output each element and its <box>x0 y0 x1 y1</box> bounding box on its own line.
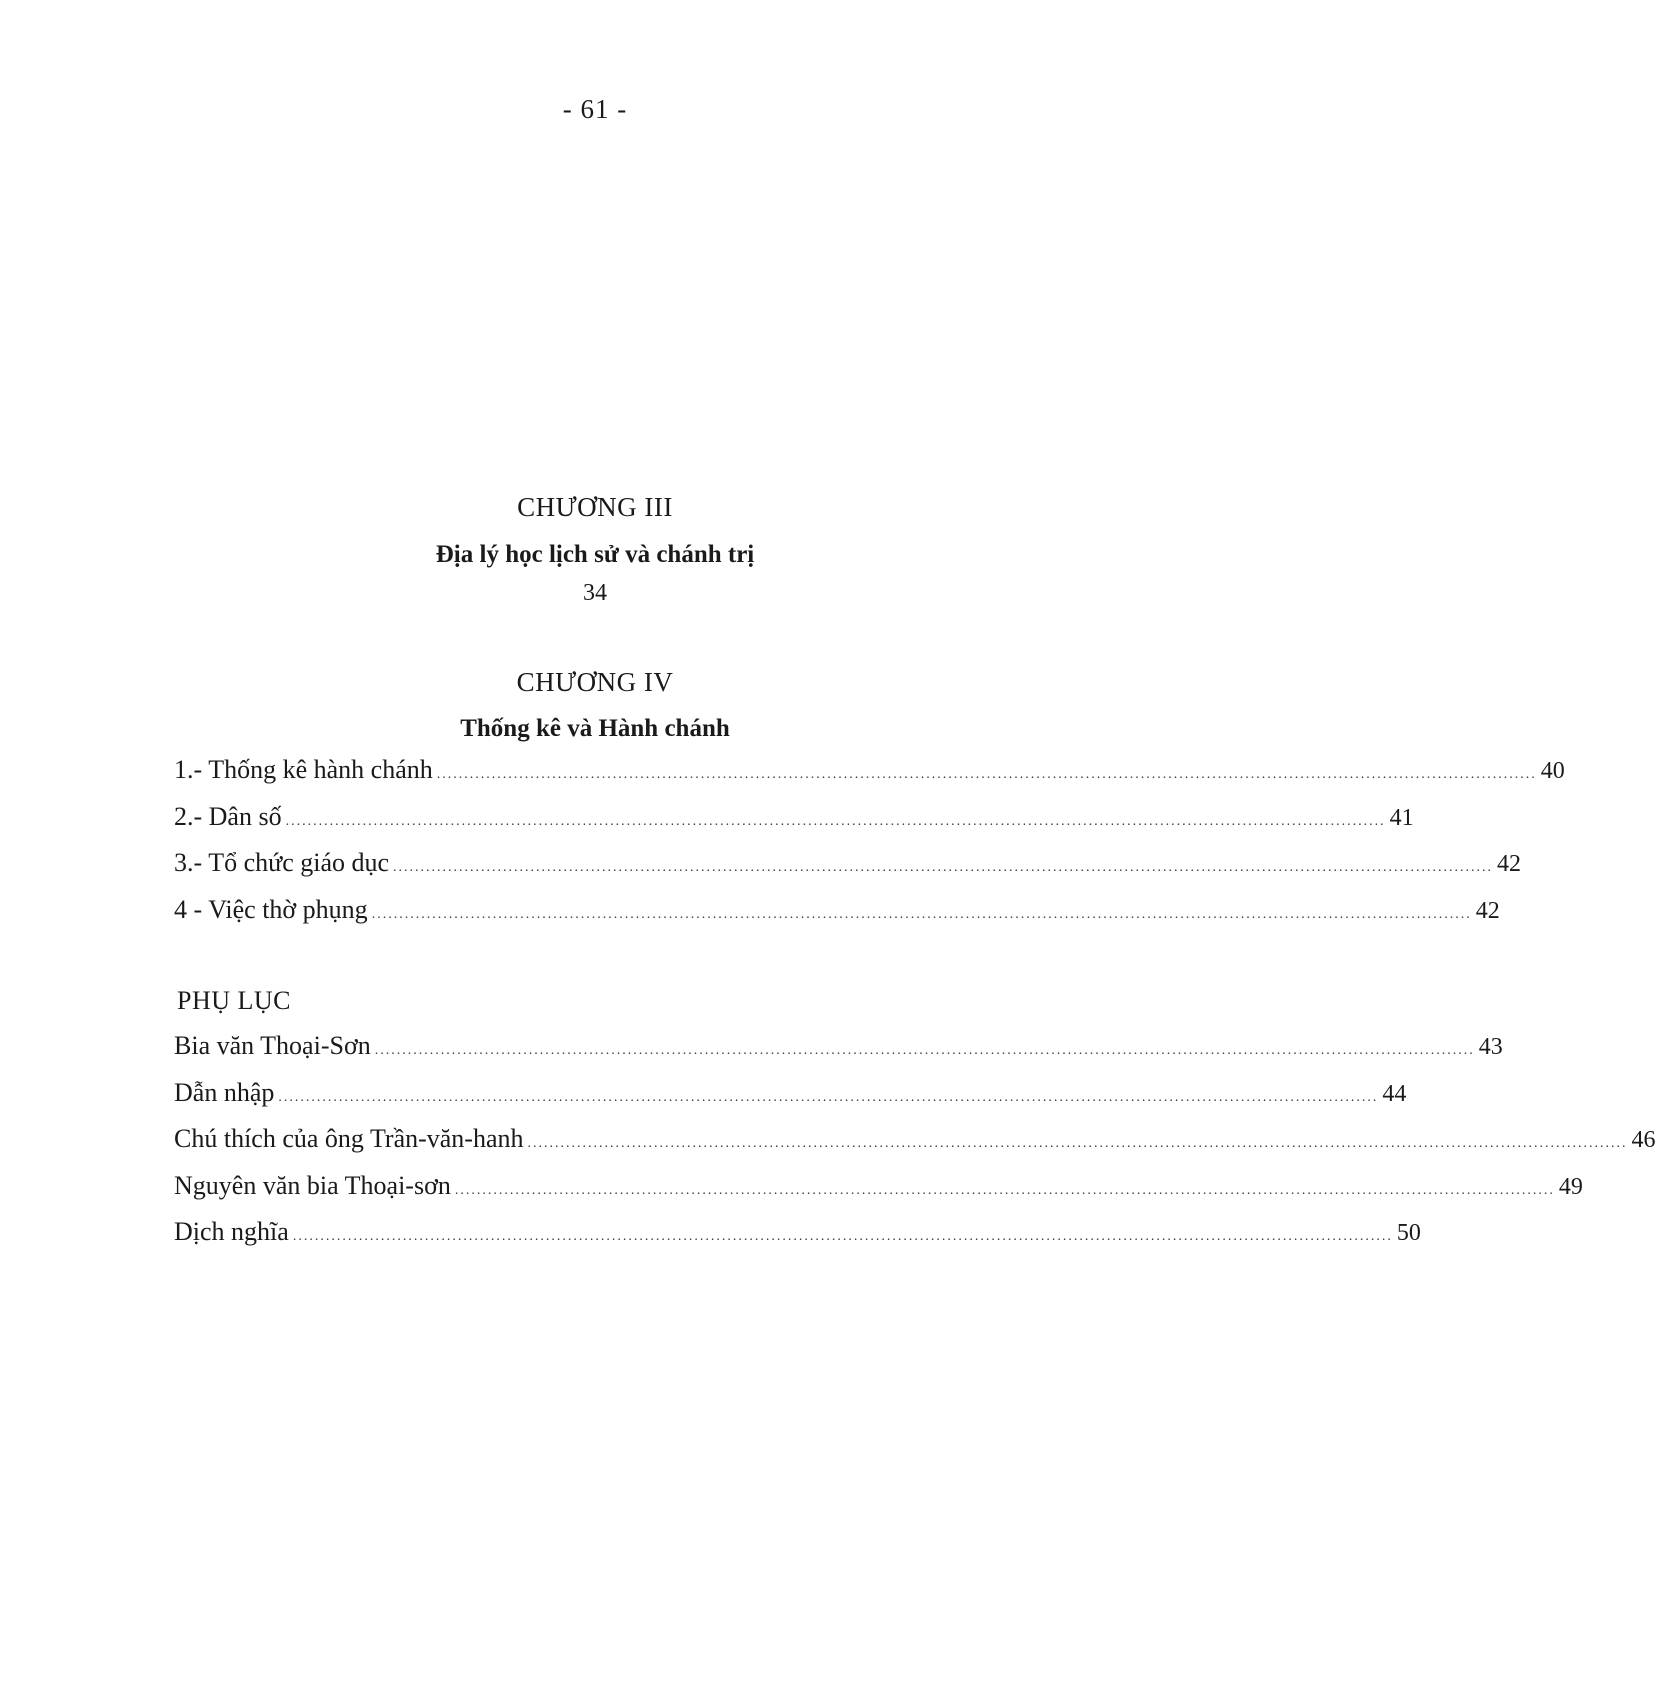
toc-entry-title: 3.- Tổ chức giáo dục <box>174 848 390 877</box>
toc-entry-title: 4 - Việc thờ phụng <box>174 894 368 924</box>
toc-dot-leader: ........................................................................................................................................................................................................ <box>454 1182 1555 1198</box>
toc-dot-leader: ........................................................................................................................................................................................................ <box>278 1089 1379 1105</box>
chapter-4-subtitle: Thống kê và Hành chánh <box>460 715 730 742</box>
toc-entry-title: Chú thích của ông Trần-văn-hanh <box>174 1124 524 1153</box>
toc-entry <box>174 848 1522 895</box>
toc-entry-title: Bia văn Thoại-Sơn <box>174 1031 371 1060</box>
toc-dot-leader: ........................................................................................................................................................................................................ <box>285 813 1386 829</box>
toc-dot-leader: ........................................................................................................................................................................................................ <box>371 906 1472 922</box>
toc-entry <box>174 801 1414 849</box>
toc-entry-page: 46 <box>1631 1127 1656 1153</box>
chapter-3-subtitle: Địa lý học lịch sử và chánh trị <box>435 541 755 568</box>
page-number: - 61 - <box>562 94 628 124</box>
toc-entry-page: 50 <box>1396 1220 1421 1246</box>
chapter-3-heading: CHƯƠNG III <box>517 492 673 522</box>
toc-entry-page: 40 <box>1540 758 1565 784</box>
toc-entry-title: Dịch nghĩa <box>174 1217 289 1246</box>
toc-entry-page: 42 <box>1497 851 1522 877</box>
appendix-toc <box>174 1031 1656 1264</box>
chapter-4-toc <box>174 755 1565 941</box>
chapter-3-page: 34 <box>583 580 607 606</box>
toc-entry <box>174 1077 1407 1125</box>
toc-dot-leader: ........................................................................................................................................................................................................ <box>292 1229 1393 1244</box>
toc-dot-leader: ........................................................................................................................................................................................................ <box>393 860 1494 875</box>
chapter-4-heading: CHƯƠNG IV <box>516 667 674 697</box>
toc-entry <box>174 894 1500 942</box>
toc-entry <box>174 1031 1503 1078</box>
toc-entry-page: 42 <box>1475 897 1500 924</box>
toc-dot-leader: ........................................................................................................................................................................................................ <box>374 1043 1475 1058</box>
toc-entry <box>174 1124 1656 1171</box>
toc-entry-page: 44 <box>1382 1080 1407 1107</box>
toc-entry-page: 49 <box>1558 1173 1583 1200</box>
toc-entry-title: Nguyên văn bia Thoại-sơn <box>174 1170 451 1200</box>
toc-dot-leader: ........................................................................................................................................................................................................ <box>436 767 1537 782</box>
toc-entry <box>174 1170 1583 1218</box>
toc-entry-page: 43 <box>1478 1034 1503 1060</box>
toc-entry-page: 41 <box>1389 804 1414 831</box>
toc-entry-title: Dẫn nhập <box>174 1077 275 1107</box>
toc-entry-title: 1.- Thống kê hành chánh <box>174 755 433 784</box>
toc-dot-leader: ........................................................................................................................................................................................................ <box>527 1136 1628 1151</box>
toc-entry-title: 2.- Dân số <box>174 801 282 831</box>
appendix-heading: PHỤ LỤC <box>177 986 292 1015</box>
toc-entry <box>174 1217 1421 1264</box>
toc-entry <box>174 755 1565 802</box>
